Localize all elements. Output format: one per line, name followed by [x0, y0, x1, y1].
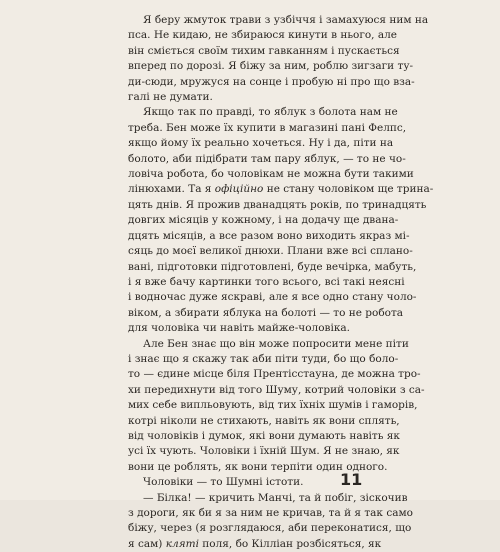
text-line: від чоловіків і думок, які вони думають навіть як [128, 429, 400, 442]
text-line: для чоловіка чи навіть майже-чоловіка. [128, 322, 350, 335]
text-line: дцять місяців, а все разом воно виходить якраз мі- [128, 229, 410, 242]
text-line: болото, аби підібрати там пару яблук, — то не чо- [128, 152, 406, 165]
text-line: біжу, через (я розглядаюся, аби переконатися, що [128, 522, 412, 535]
text-line: Якщо так по правді, то яблук з болота нам не [143, 106, 398, 119]
text-line: з дороги, як би я за ним не кричав, та й я так само [128, 507, 413, 519]
paragraph [113, 491, 413, 552]
text-line: лінюхами. Та я офіційно не стану чоловіком ще трина- [128, 183, 434, 196]
text-line: сяць до моєї великої днюхи. Плани вже всі сплано- [128, 245, 413, 258]
text-line: я сам) кляті поля, бо Кілліан розбісяться, як [128, 537, 382, 550]
paragraph [113, 337, 425, 476]
text-line: вперед по дорозі. Я біжу за ним, роблю зигзаги ту- [128, 60, 414, 73]
page-number: 11 [340, 470, 363, 489]
text-line: вані, підготовки підготовлені, буде вечірка, мабуть, [128, 260, 417, 273]
text-line: і знає що я скажу так аби піти туди, бо що боло- [128, 352, 399, 365]
text-line: галі не думати. [128, 91, 213, 104]
text-line: ловіча робота, бо чоловікам не можна бути такими [128, 168, 414, 181]
text-line: Але Бен знає що він може попросити мене піти [143, 337, 409, 350]
text-line: Чоловіки — то Шумні істоти. [143, 476, 304, 489]
body-text [113, 13, 434, 552]
text-line: цять днів. Я прожив дванадцять років, по тринадцять [128, 198, 427, 211]
text-line: — Білка! — кричить Манчі, та й побіг, зіскочив [143, 491, 408, 504]
text-line: і я вже бачу картинки того всього, всі такі неясні [128, 275, 405, 288]
text-line: віком, а збирати яблука на болоті — то не робота [128, 306, 404, 319]
paragraph [113, 475, 368, 490]
text-line: котрі ніколи не стихають, навіть як вони сплять, [128, 414, 400, 427]
text-line: він сміється своїм тихим гавканням і пускається [128, 44, 400, 57]
text-line: якщо йому їх реально хочеться. Ну і да, піти на [128, 137, 394, 150]
paragraph [113, 13, 429, 105]
text-line: усі їх чують. Чоловіки і їхній Шум. Я не знаю, як [128, 445, 400, 458]
text-line: вони це роблять, як вони терпіти один одного. [128, 460, 388, 473]
text-line: довгих місяців у кожному, і на додачу ще двана- [128, 214, 399, 227]
paragraph [113, 105, 434, 336]
text-line: пса. Не кидаю, не збираюся кинути в нього, але [128, 29, 397, 42]
text-line: то — єдине місце біля Прентісстауна, де можна тро- [128, 368, 421, 381]
text-line: Я беру жмуток трави з узбіччя і замахуюся ним на [143, 14, 429, 26]
text-line: мих себе випльовують, від тих їхніх шумів і гаморів, [128, 399, 418, 412]
text-line: і водночас дуже яскраві, але я все одно стану чоло- [128, 291, 417, 304]
text-line: хи передихнути від того Шуму, котрий чоловіки з са- [128, 383, 425, 396]
text-line: треба. Бен може їх купити в магазині пані Фелпс, [128, 121, 407, 134]
text-line: ди-сюди, мружуся на сонце і пробую ні про що взa- [128, 75, 415, 88]
